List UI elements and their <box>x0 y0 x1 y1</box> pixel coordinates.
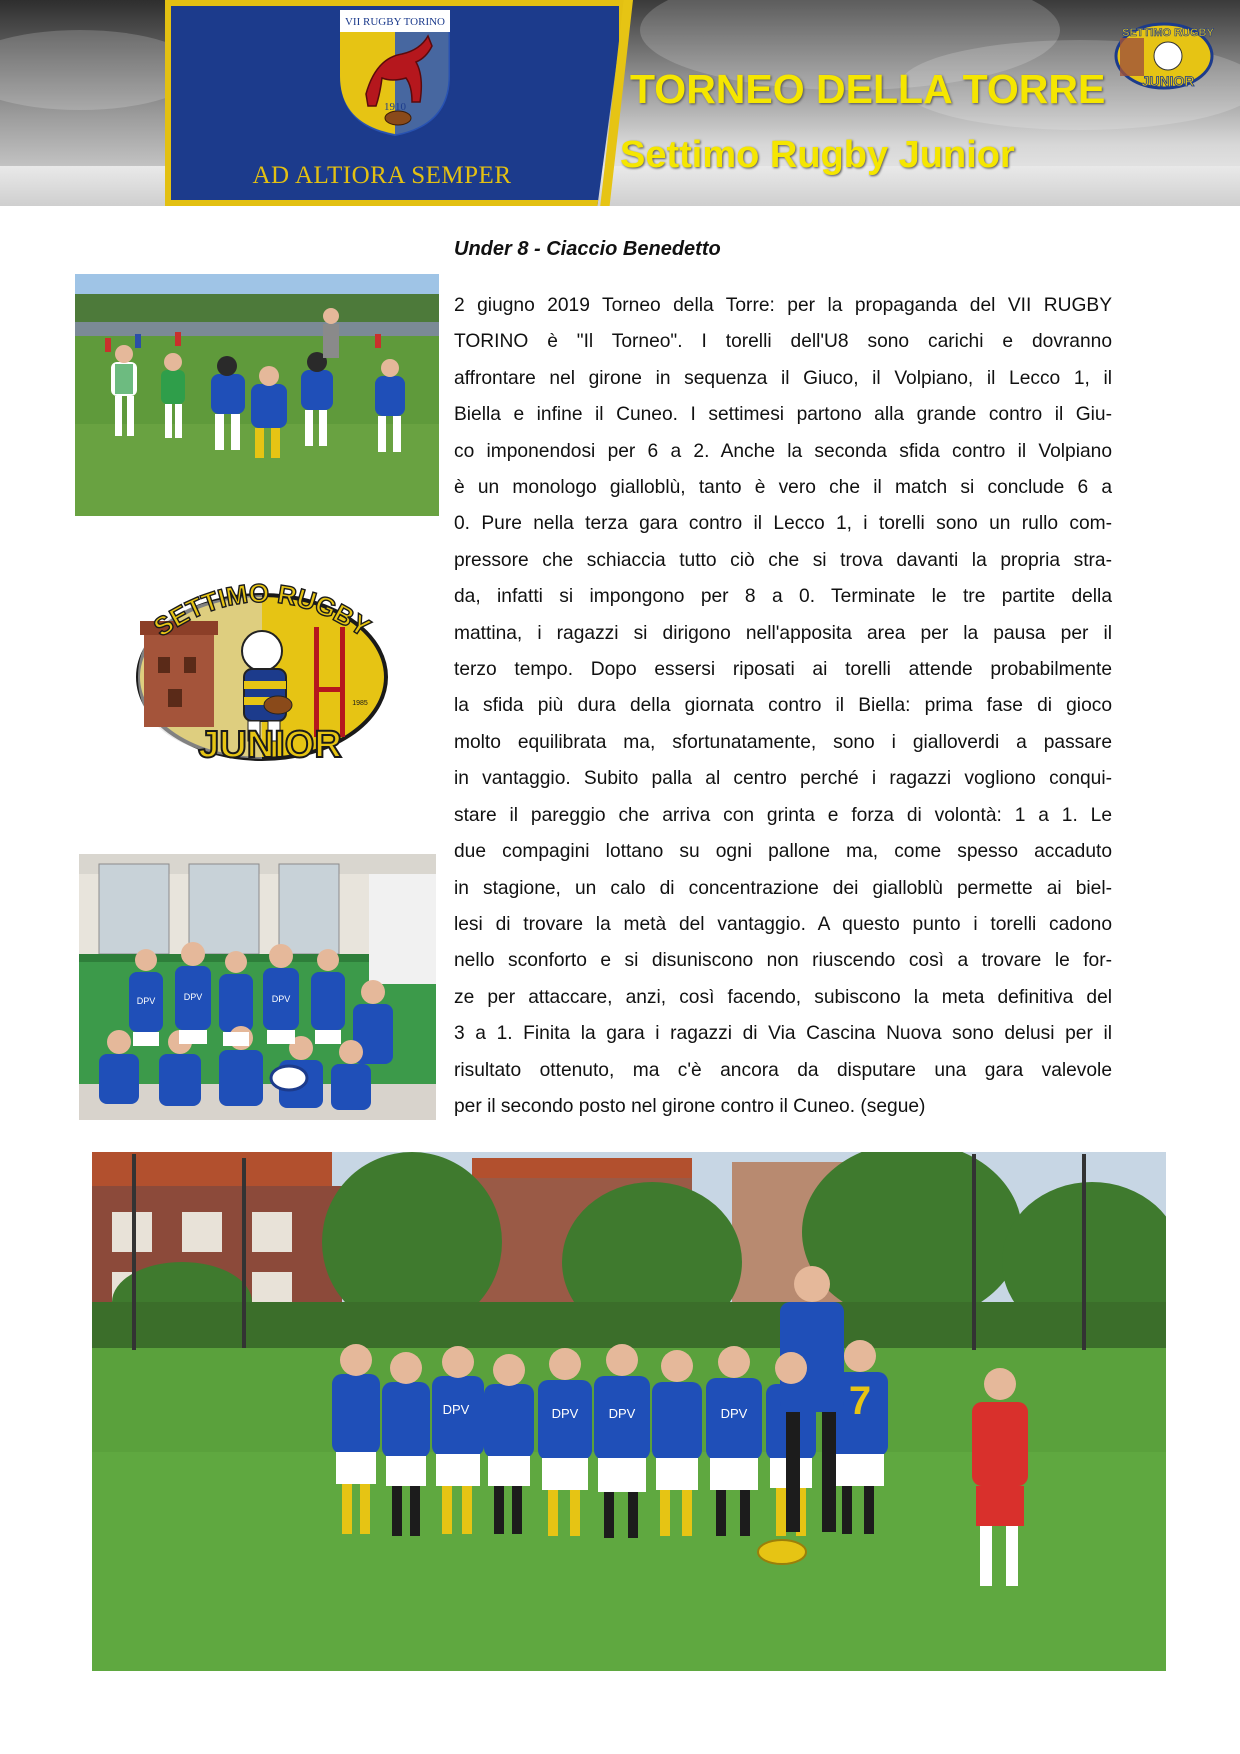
jersey-number: 7 <box>848 1379 872 1423</box>
article-line: 0. Pure nella terza gara contro il Lecco 1, i torelli sono un rullo com- <box>454 513 1112 535</box>
article-line: co imponendosi per 6 a 2. Anche la seconda sfida contro il Volpiano <box>454 440 1112 462</box>
mid-logo-year: 1985 <box>352 700 368 707</box>
settimo-rugby-junior-logo <box>128 577 390 765</box>
jersey-sponsor-text: DPV <box>720 1406 748 1421</box>
article-line: la sfida più dura della giornata contro il Biella: prima fase di gioco <box>454 695 1112 717</box>
photo-match-action <box>75 274 439 516</box>
corner-logo-bottom-text: JUNIOR <box>1141 73 1195 89</box>
article-line: Biella e infine il Cuneo. I settimesi partono alla grande contro il Giu- <box>454 404 1112 426</box>
coach <box>323 308 339 358</box>
article-line: risultato ottenuto, ma c'è ancora da disputare una gara valevole <box>454 1059 1112 1081</box>
article-line: ze per attaccare, anzi, così facendo, subiscono la meta definitiva del <box>454 986 1112 1008</box>
article-line: in vantaggio. Subito palla al centro perché i ragazzi vogliono conqui- <box>454 768 1112 790</box>
article-line: è un monologo gialloblù, tanto è vero che il match si conclude 6 a <box>454 477 1112 499</box>
article-line: lesi di trovare la metà del vantaggio. A questo punto i torelli cadono <box>454 913 1112 935</box>
crest-year: 1910 <box>384 101 406 113</box>
mid-logo-bottom-text: JUNIOR <box>198 724 342 765</box>
article-line: TORINO è "Il Torneo". I torelli dell'U8 sono carichi e dovranno <box>454 331 1112 353</box>
page-title: TORNEO DELLA TORRE <box>630 66 1106 112</box>
crest-top-text: VII RUGBY TORINO <box>344 16 446 28</box>
jersey-sponsor-text: DPV <box>136 996 156 1006</box>
photo-team-lineup <box>92 1152 1166 1671</box>
article-line: in stagione, un calo di concentrazione dei gialloblù permette ai biel- <box>454 877 1112 899</box>
article-line: stare il pareggio che arriva con grinta e forza di volontà: 1 a 1. Le <box>454 804 1112 826</box>
article-line: mattina, i ragazzi si dirigono nell'apposita area per la pausa per il <box>454 622 1112 644</box>
photo-team-group <box>79 854 436 1120</box>
jersey-sponsor-text: DPV <box>442 1402 470 1417</box>
article-body <box>454 288 1112 1125</box>
jersey-sponsor-text: DPV <box>183 992 203 1002</box>
club-motto: AD ALTIORA SEMPER <box>252 162 512 189</box>
article-line: nello sconforto e si disuniscono non riuscendo così a trovare le for- <box>454 950 1112 972</box>
jersey-sponsor-text: DPV <box>551 1406 579 1421</box>
jersey-sponsor-text: DPV <box>271 994 291 1004</box>
article-line: 2 giugno 2019 Torneo della Torre: per la propaganda del VII RUGBY <box>454 295 1112 316</box>
article-line: molto equilibrata ma, sfortunatamente, sono i gialloverdi a passare <box>454 731 1112 753</box>
club-crest-logo <box>336 6 454 140</box>
article-line: 3 a 1. Finita la gara i ragazzi di Via Cascina Nuova sono delusi per il <box>454 1023 1112 1045</box>
mid-logo-top-text: SETTIMO RUGBY <box>148 577 376 643</box>
article-line: affrontare nel girone in sequenza il Giuco, il Volpiano, il Lecco 1, il <box>454 367 1112 389</box>
corner-logo-top-text: SETTIMO RUGBY <box>1122 27 1214 39</box>
article-line: due compagini lottano su ogni pallone ma, come spesso accaduto <box>454 841 1112 863</box>
article-line: da, infatti si impongono per 8 a 0. Terminate le tre partite della <box>454 586 1112 608</box>
article-line: terzo tempo. Dopo essersi riposati ai torelli attende probabilmente <box>454 659 1112 681</box>
corner-junior-logo <box>1112 18 1216 92</box>
page-subtitle: Settimo Rugby Junior <box>620 134 1015 176</box>
article-subtitle: Under 8 - Ciaccio Benedetto <box>454 238 721 260</box>
article-line: pressore che schiaccia tutto ciò che si trova davanti la propria stra- <box>454 549 1112 571</box>
tower-icon <box>140 621 218 727</box>
jersey-sponsor-text: DPV <box>608 1406 636 1421</box>
article-line: per il secondo posto nel girone contro il Cuneo. (segue) <box>454 1095 926 1117</box>
